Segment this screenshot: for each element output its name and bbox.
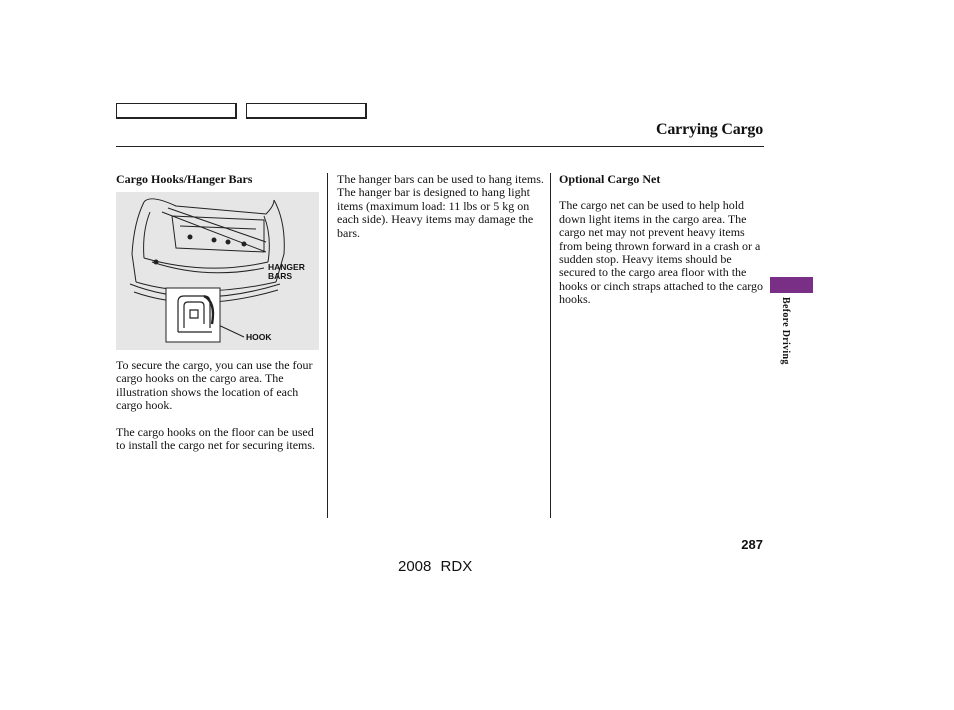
- column-1-body: [116, 359, 322, 465]
- column-2: [337, 173, 544, 253]
- nav-button-previous[interactable]: [116, 103, 237, 119]
- column-divider-1: [327, 173, 328, 518]
- hanger-label-line-1: HANGER: [268, 262, 305, 272]
- column-3: [559, 173, 765, 320]
- footer-model-name: 2008 RDX: [398, 558, 473, 575]
- chapter-thumb-tab: [770, 277, 813, 293]
- cargo-net-paragraph: The cargo net can be used to help hold down light items in the cargo area. The cargo net may not prevent heavy items from being thrown forward in a crash or a sudden stop. Heavy items should be secured to the cargo area floor with the hooks or cinch straps attached to the cargo hooks.: [559, 198, 764, 307]
- page-number: 287: [741, 537, 763, 552]
- hook-label: HOOK: [246, 332, 272, 342]
- hanger-bars-paragraph: The hanger bars can be used to hang items. The hanger bar is designed to hang light items (maximum load: 11 lbs or 5 kg on each side). Heavy items may damage the bars.: [337, 172, 544, 240]
- section-title: Carrying Cargo: [656, 121, 763, 138]
- cargo-hooks-paragraph-1: To secure the cargo, you can use the four cargo hooks on the cargo area. The illustration shows the location of each cargo hook.: [116, 358, 313, 413]
- hanger-label-line-2: BARS: [268, 271, 293, 281]
- cargo-net-heading: Optional Cargo Net: [559, 172, 661, 186]
- column-divider-2: [550, 173, 551, 518]
- hanger-bars-label: [268, 263, 305, 281]
- nav-button-next[interactable]: [246, 103, 367, 119]
- cargo-area-illustration: [116, 192, 319, 350]
- chapter-side-label: Before Driving: [780, 297, 791, 365]
- cargo-hooks-heading: Cargo Hooks/Hanger Bars: [116, 172, 253, 186]
- title-rule: [116, 146, 764, 147]
- cargo-hooks-paragraph-2: The cargo hooks on the floor can be used to install the cargo net for securing items.: [116, 424, 316, 453]
